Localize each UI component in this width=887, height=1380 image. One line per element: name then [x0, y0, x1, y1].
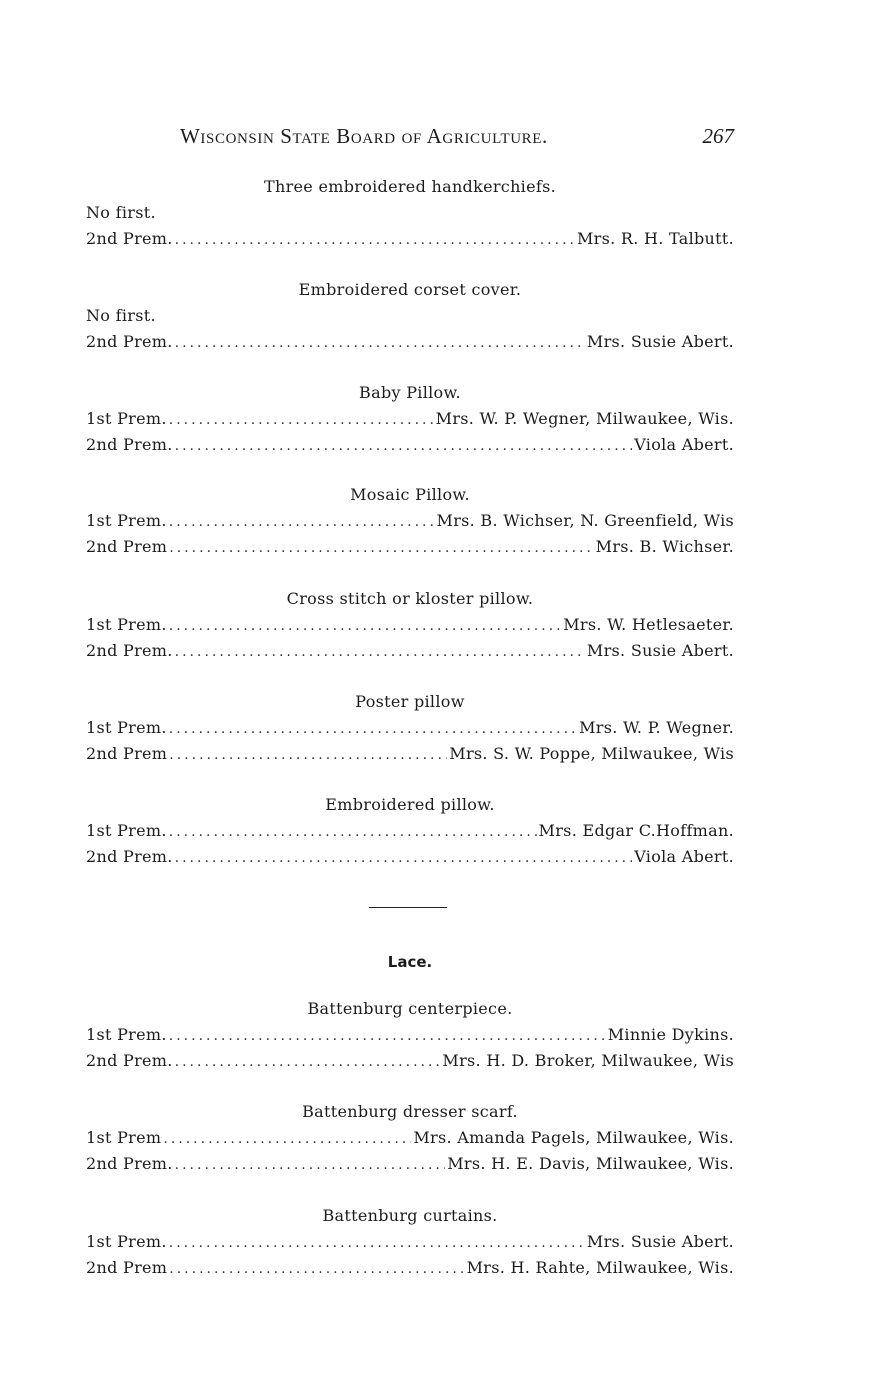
entry-cross-stitch-pillow [86, 586, 734, 664]
dot-leader [169, 1256, 464, 1282]
premium-winner: Mrs. B. Wichser, N. Greenfield, Wis [436, 511, 734, 530]
premium-line [86, 715, 734, 741]
dot-leader [169, 613, 561, 639]
premium-label: 2nd Prem [86, 1258, 168, 1277]
premium-label: 1st Prem. [86, 615, 167, 634]
dot-leader [169, 742, 447, 768]
premium-line [86, 818, 734, 844]
dot-leader [175, 330, 585, 356]
premium-winner: Mrs. Amanda Pagels, Milwaukee, Wis. [413, 1128, 734, 1147]
premium-winner: Minnie Dykins. [607, 1025, 734, 1044]
section-divider [369, 907, 447, 908]
dot-leader [169, 535, 593, 561]
entry-heading: Embroidered pillow. [325, 795, 495, 814]
premium-label: No first. [86, 203, 156, 222]
premium-winner: Mrs. H. Rahte, Milwaukee, Wis. [466, 1258, 734, 1277]
premium-label: 1st Prem. [86, 409, 167, 428]
premium-label: 2nd Prem [86, 744, 168, 763]
premium-line [86, 844, 734, 870]
premium-label: 2nd Prem [86, 537, 168, 556]
dot-leader [169, 716, 577, 742]
premium-line [86, 200, 734, 226]
premium-winner: Viola Abert. [634, 435, 734, 454]
dot-leader [169, 407, 434, 433]
premium-line [86, 741, 734, 767]
entry-battenburg-dresser-scarf [86, 1099, 734, 1177]
premium-winner: Mrs. W. P. Wegner, Milwaukee, Wis. [435, 409, 734, 428]
premium-label: 1st Prem. [86, 821, 167, 840]
entry-mosaic-pillow [86, 482, 734, 560]
premium-line [86, 1125, 734, 1151]
premium-line [86, 508, 734, 534]
dot-leader [175, 1049, 441, 1075]
premium-label: 1st Prem. [86, 718, 167, 737]
premium-line [86, 1048, 734, 1074]
premium-line [86, 638, 734, 664]
premium-winner: Mrs. B. Wichser. [595, 537, 734, 556]
entry-poster-pillow [86, 689, 734, 767]
dot-leader [169, 1023, 606, 1049]
entry-heading: Baby Pillow. [359, 383, 461, 402]
premium-winner: Mrs. H. D. Broker, Milwaukee, Wis [442, 1051, 734, 1070]
premium-winner: Mrs. R. H. Talbutt. [576, 229, 734, 248]
premium-winner: Mrs. S. W. Poppe, Milwaukee, Wis [449, 744, 734, 763]
premium-line [86, 612, 734, 638]
premium-winner: Mrs. Edgar C.Hoffman. [538, 821, 734, 840]
premium-line [86, 406, 734, 432]
premium-label: 2nd Prem. [86, 1051, 173, 1070]
premium-winner: Mrs. W. P. Wegner. [579, 718, 734, 737]
entry-heading: Mosaic Pillow. [350, 485, 470, 504]
premium-winner: Mrs. Susie Abert. [586, 641, 734, 660]
dot-leader [175, 1152, 446, 1178]
premium-winner: Mrs. H. E. Davis, Milwaukee, Wis. [447, 1154, 734, 1173]
entry-embroidered-pillow [86, 792, 734, 870]
premium-winner: Viola Abert. [634, 847, 734, 866]
entry-heading: Battenburg centerpiece. [307, 999, 513, 1018]
premium-label: 1st Prem. [86, 1025, 167, 1044]
premium-line [86, 1255, 734, 1281]
premium-line [86, 1229, 734, 1255]
premium-line [86, 432, 734, 458]
dot-leader [169, 1230, 585, 1256]
premium-label: 1st Prem. [86, 511, 167, 530]
dot-leader [175, 845, 633, 871]
entry-heading: Embroidered corset cover. [298, 280, 522, 299]
document-page [86, 0, 734, 1380]
running-head [86, 124, 734, 152]
entry-battenburg-centerpiece [86, 996, 734, 1074]
premium-label: No first. [86, 306, 156, 325]
section-title: Lace. [387, 953, 433, 971]
premium-line [86, 329, 734, 355]
premium-label: 2nd Prem. [86, 435, 173, 454]
premium-label: 1st Prem. [86, 1232, 167, 1251]
premium-line [86, 303, 734, 329]
premium-label: 2nd Prem. [86, 332, 173, 351]
entry-heading: Battenburg dresser scarf. [302, 1102, 518, 1121]
premium-label: 2nd Prem. [86, 1154, 173, 1173]
premium-line [86, 1022, 734, 1048]
dot-leader [175, 639, 585, 665]
entry-heading: Three embroidered handkerchiefs. [264, 177, 556, 196]
premium-winner: Mrs. Susie Abert. [586, 1232, 734, 1251]
dot-leader [163, 1126, 411, 1152]
entry-handkerchiefs [86, 174, 734, 252]
premium-label: 1st Prem [86, 1128, 162, 1147]
premium-line [86, 534, 734, 560]
premium-winner: Mrs. W. Hetlesaeter. [563, 615, 734, 634]
dot-leader [169, 509, 435, 535]
dot-leader [169, 819, 537, 845]
entry-battenburg-curtains [86, 1203, 734, 1281]
entry-corset-cover [86, 277, 734, 355]
entry-heading: Poster pillow [355, 692, 465, 711]
premium-line [86, 226, 734, 252]
page-number: 267 [702, 124, 734, 148]
entry-heading: Cross stitch or kloster pillow. [286, 589, 534, 608]
entry-baby-pillow [86, 380, 734, 458]
running-title: Wisconsin State Board of Agriculture. [180, 124, 548, 148]
dot-leader [175, 433, 633, 459]
entry-heading: Battenburg curtains. [322, 1206, 498, 1225]
premium-line [86, 1151, 734, 1177]
dot-leader [175, 227, 575, 253]
premium-winner: Mrs. Susie Abert. [586, 332, 734, 351]
premium-label: 2nd Prem. [86, 641, 173, 660]
premium-label: 2nd Prem. [86, 229, 173, 248]
premium-label: 2nd Prem. [86, 847, 173, 866]
